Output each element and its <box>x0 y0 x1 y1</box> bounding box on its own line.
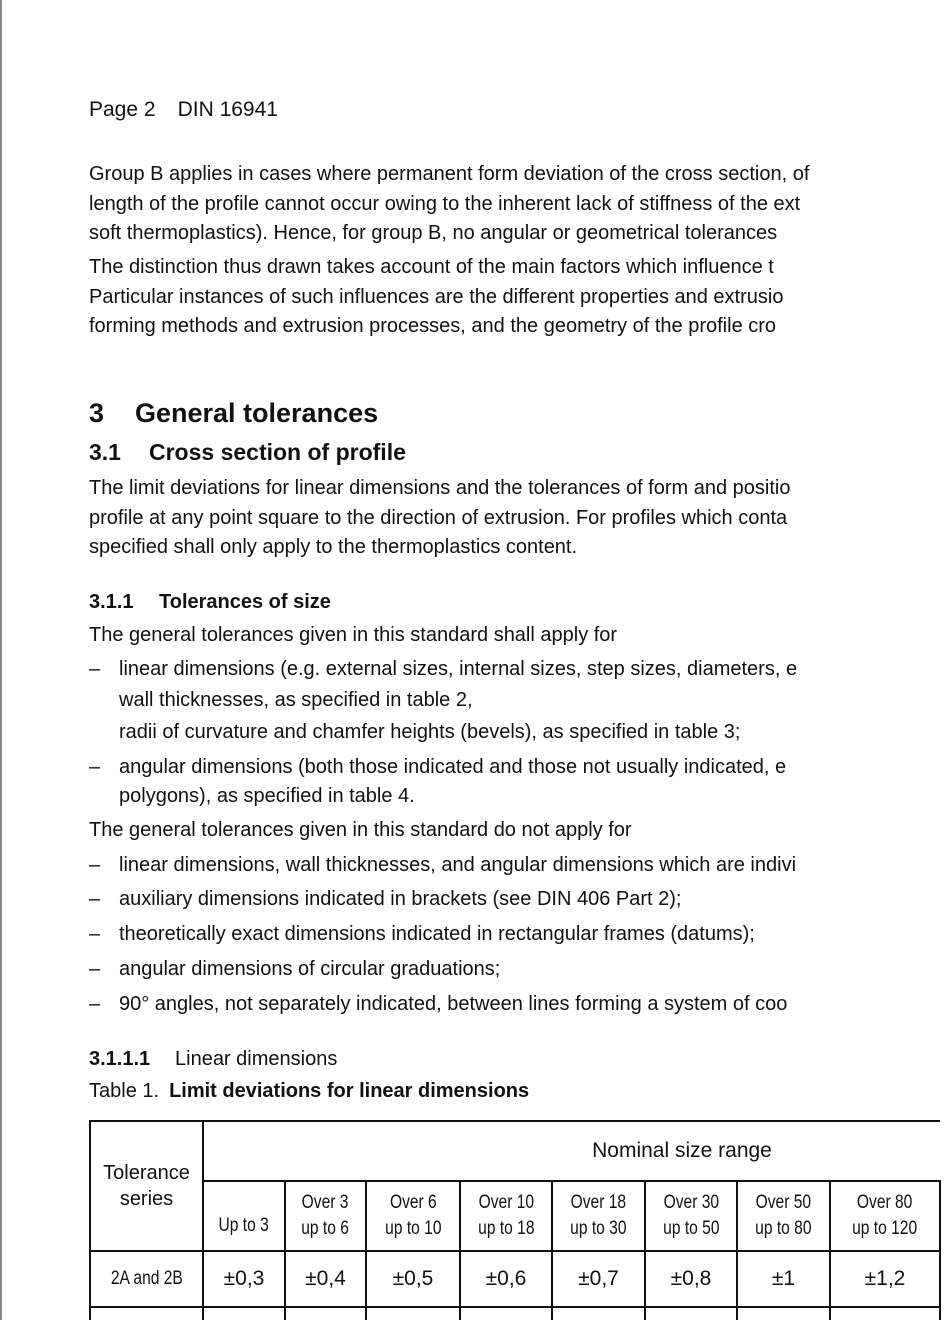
tolerance-series-header: Tolerance series <box>90 1121 203 1251</box>
document-id: DIN 16941 <box>177 98 278 121</box>
notapply-item: – linear dimensions, wall thicknesses, and angular dimensions which are indivi <box>89 854 797 876</box>
value-cell: ±0,7 <box>552 1251 645 1307</box>
notapply-intro: The general tolerances given in this standard do not apply for <box>89 819 632 841</box>
value-cell: ±1,2 <box>830 1251 940 1307</box>
value-cell: ±0,5 <box>366 1251 460 1307</box>
table-row <box>90 1251 940 1307</box>
page-left-edge <box>0 0 2 1320</box>
section-3-1-paragraph: The limit deviations for linear dimensions and the tolerances of form and positio profile at any point square to the direction of extrusion. For profiles which conta specified shall only apply to the thermoplastics content. <box>89 477 791 558</box>
size-range-col: Over 50 up to 80 <box>737 1181 830 1251</box>
notapply-item: – theoretically exact dimensions indicated in rectangular frames (datums); <box>89 923 755 945</box>
table-1-caption: Table 1. Limit deviations for linear dimensions <box>89 1080 530 1102</box>
apply-intro: The general tolerances given in this standard shall apply for <box>89 624 618 646</box>
section-3-1-1-1-heading: 3.1.1.1 Linear dimensions <box>89 1048 338 1070</box>
table-row <box>90 1307 940 1320</box>
apply-item-linear: – linear dimensions (e.g. external sizes, internal sizes, step sizes, diameters, e <box>89 658 798 680</box>
nominal-size-range-header: Nominal size range <box>203 1121 940 1181</box>
apply-item-linear-cont2: radii of curvature and chamfer heights (bevels), as specified in table 3; <box>119 721 741 743</box>
value-cell: ±1 <box>737 1251 830 1307</box>
intro-paragraph-2: The distinction thus drawn takes account of the main factors which influence t Particular instances of such influences are the different properties and extrusio forming methods and extrusion processes, and the geometry of the profile cro <box>89 256 784 337</box>
section-3-1-heading: 3.1 Cross section of profile <box>89 439 406 465</box>
value-cell: ±0,4 <box>285 1251 366 1307</box>
page-header <box>89 98 278 122</box>
size-range-col: Over 10 up to 18 <box>460 1181 552 1251</box>
size-range-col: Over 18 up to 30 <box>552 1181 645 1251</box>
size-range-col: Over 30 up to 50 <box>645 1181 737 1251</box>
size-range-col: Over 6 up to 10 <box>366 1181 460 1251</box>
page-number: Page 2 <box>89 98 156 121</box>
notapply-item: – angular dimensions of circular graduations; <box>89 958 501 980</box>
size-range-col: Over 80 up to 120 <box>830 1181 940 1251</box>
size-range-col: Over 3 up to 6 <box>285 1181 366 1251</box>
intro-paragraph-1: Group B applies in cases where permanent form deviation of the cross section, of length of the profile cannot occur owing to the inherent lack of stiffness of the ext soft thermoplastics). Hence, for group B, no angular or geometrical tolerances <box>89 163 810 244</box>
limit-deviations-table <box>89 1120 941 1320</box>
apply-item-angular: – angular dimensions (both those indicated and those not usually indicated, e <box>89 756 787 778</box>
apply-item-linear-cont: wall thicknesses, as specified in table 2, <box>119 689 473 711</box>
notapply-item: – auxiliary dimensions indicated in brackets (see DIN 406 Part 2); <box>89 888 682 910</box>
document-page <box>89 0 950 1320</box>
size-range-col: Up to 3 <box>203 1181 285 1251</box>
section-3-1-1-heading: 3.1.1 Tolerances of size <box>89 591 331 613</box>
section-3-heading: 3 General tolerances <box>89 398 379 428</box>
value-cell: ±0,8 <box>645 1251 737 1307</box>
value-cell: ±0,6 <box>460 1251 552 1307</box>
notapply-item: – 90° angles, not separately indicated, between lines forming a system of coo <box>89 993 788 1015</box>
series-cell: 2A and 2B <box>90 1251 203 1307</box>
apply-item-angular-cont: polygons), as specified in table 4. <box>119 785 415 807</box>
value-cell: ±0,3 <box>203 1251 285 1307</box>
